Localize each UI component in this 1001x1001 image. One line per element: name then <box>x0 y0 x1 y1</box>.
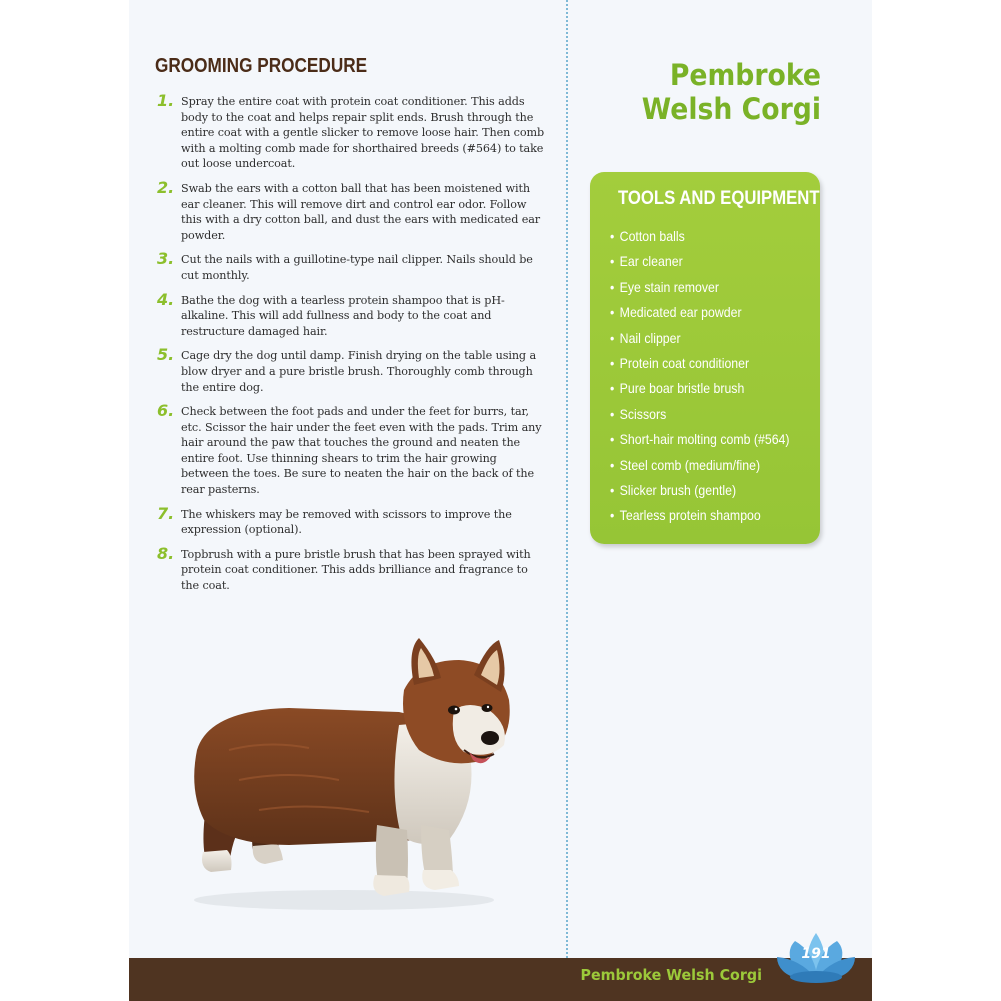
grooming-step <box>155 289 545 340</box>
tools-and-equipment-box <box>590 172 820 544</box>
tool-item <box>610 300 790 325</box>
tool-label: Tearless protein shampoo <box>619 507 761 524</box>
tool-label: Cotton balls <box>619 228 685 244</box>
breed-title <box>617 58 821 126</box>
step-number: 6. <box>157 401 175 421</box>
footer-breed-label: Pembroke Welsh Corgi <box>580 966 762 984</box>
page-number: 191 <box>801 946 831 962</box>
tool-label: Scissors <box>619 405 667 422</box>
tool-label: Protein coat conditioner <box>619 354 750 371</box>
step-text: Check between the foot pads and under the feet for burrs, tar, etc. Scissor the hair under the feet even with the pads. Trim any hair around the paw that touches the ground and neaten the entire foot. Use thinning shears to trim the hair growing between the toes. Be sure to neaten the hair on the back of the rear pasterns. <box>181 405 542 497</box>
tool-label: Pure boar bristle brush <box>619 380 745 397</box>
bullet-icon: • <box>610 431 615 448</box>
tool-item <box>610 351 790 376</box>
breed-title-line2: Welsh Corgi <box>641 92 821 126</box>
tool-item <box>610 427 790 452</box>
book-page <box>129 0 872 1001</box>
tool-item <box>610 224 790 249</box>
step-text: Topbrush with a pure bristle brush that has been sprayed with protein coat conditioner. This adds brilliance and fragrance to the coat. <box>181 547 531 593</box>
tool-label: Eye stain remover <box>619 278 719 295</box>
bullet-icon: • <box>610 253 615 270</box>
breed-title-line1: Pembroke <box>669 58 821 92</box>
tool-label: Ear cleaner <box>619 253 683 270</box>
bullet-icon: • <box>610 304 615 321</box>
step-text: Cage dry the dog until damp. Finish drying on the table using a blow dryer and a pure bristle brush. Thoroughly comb through the entire dog. <box>181 349 537 394</box>
tool-item <box>610 453 790 478</box>
bullet-icon: • <box>610 380 615 397</box>
page-footer <box>129 958 872 1001</box>
step-number: 1. <box>157 91 175 110</box>
bullet-icon: • <box>610 329 615 346</box>
column-divider <box>566 0 568 958</box>
bullet-icon: • <box>610 405 615 422</box>
bullet-icon: • <box>610 456 615 473</box>
corgi-illustration <box>169 630 529 920</box>
tools-list <box>610 224 814 529</box>
tool-item <box>610 478 790 503</box>
step-number: 5. <box>157 345 175 365</box>
tool-label: Steel comb (medium/fine) <box>619 456 761 473</box>
bullet-icon: • <box>610 481 615 498</box>
step-text: The whiskers may be removed with scissors to improve the expression (optional). <box>181 507 512 537</box>
step-text: Cut the nails with a guillotine-type nail clipper. Nails should be cut monthly. <box>181 253 533 282</box>
bullet-icon: • <box>610 507 615 524</box>
grooming-step <box>155 543 545 594</box>
tool-item <box>610 376 790 401</box>
step-text: Swab the ears with a cotton ball that has been moistened with ear cleaner. This will remove dirt and control ear odor. Follow this with a dry cotton ball, and dust the ears with medicated ear powder. <box>181 181 541 242</box>
bullet-icon: • <box>610 354 615 371</box>
grooming-step <box>155 401 545 498</box>
tool-label: Short-hair molting comb (#564) <box>619 431 790 448</box>
step-number: 7. <box>157 503 175 523</box>
grooming-step <box>155 345 545 395</box>
grooming-step <box>155 177 545 243</box>
step-number: 8. <box>157 543 175 563</box>
step-text: Bathe the dog with a tearless protein shampoo that is pH-alkaline. This will add fullness and body to the coat and restructure damaged hair. <box>181 293 505 338</box>
tool-label: Nail clipper <box>619 329 681 346</box>
grooming-steps-list <box>155 91 545 603</box>
tool-item <box>610 249 790 274</box>
bullet-icon: • <box>610 228 615 244</box>
tool-item <box>610 275 790 300</box>
tools-heading: TOOLS AND EQUIPMENT <box>618 188 820 209</box>
step-number: 4. <box>157 289 175 309</box>
tool-item <box>610 326 790 351</box>
grooming-step <box>155 503 545 538</box>
tool-label: Slicker brush (gentle) <box>619 481 737 498</box>
grooming-procedure-heading: GROOMING PROCEDURE <box>155 55 368 77</box>
step-text: Spray the entire coat with protein coat conditioner. This adds body to the coat and helps repair split ends. Brush through the entire coat with a gentle slicker to remove loose hair. Then comb with a molting comb made for shorthaired breeds (#564) to take out loose undercoat. <box>181 95 545 171</box>
step-number: 3. <box>157 249 175 269</box>
tool-item <box>610 503 790 528</box>
step-number: 2. <box>157 177 175 197</box>
bullet-icon: • <box>610 278 615 295</box>
grooming-step <box>155 91 545 172</box>
grooming-step <box>155 249 545 283</box>
tool-item <box>610 402 790 427</box>
tool-label: Medicated ear powder <box>619 304 742 321</box>
